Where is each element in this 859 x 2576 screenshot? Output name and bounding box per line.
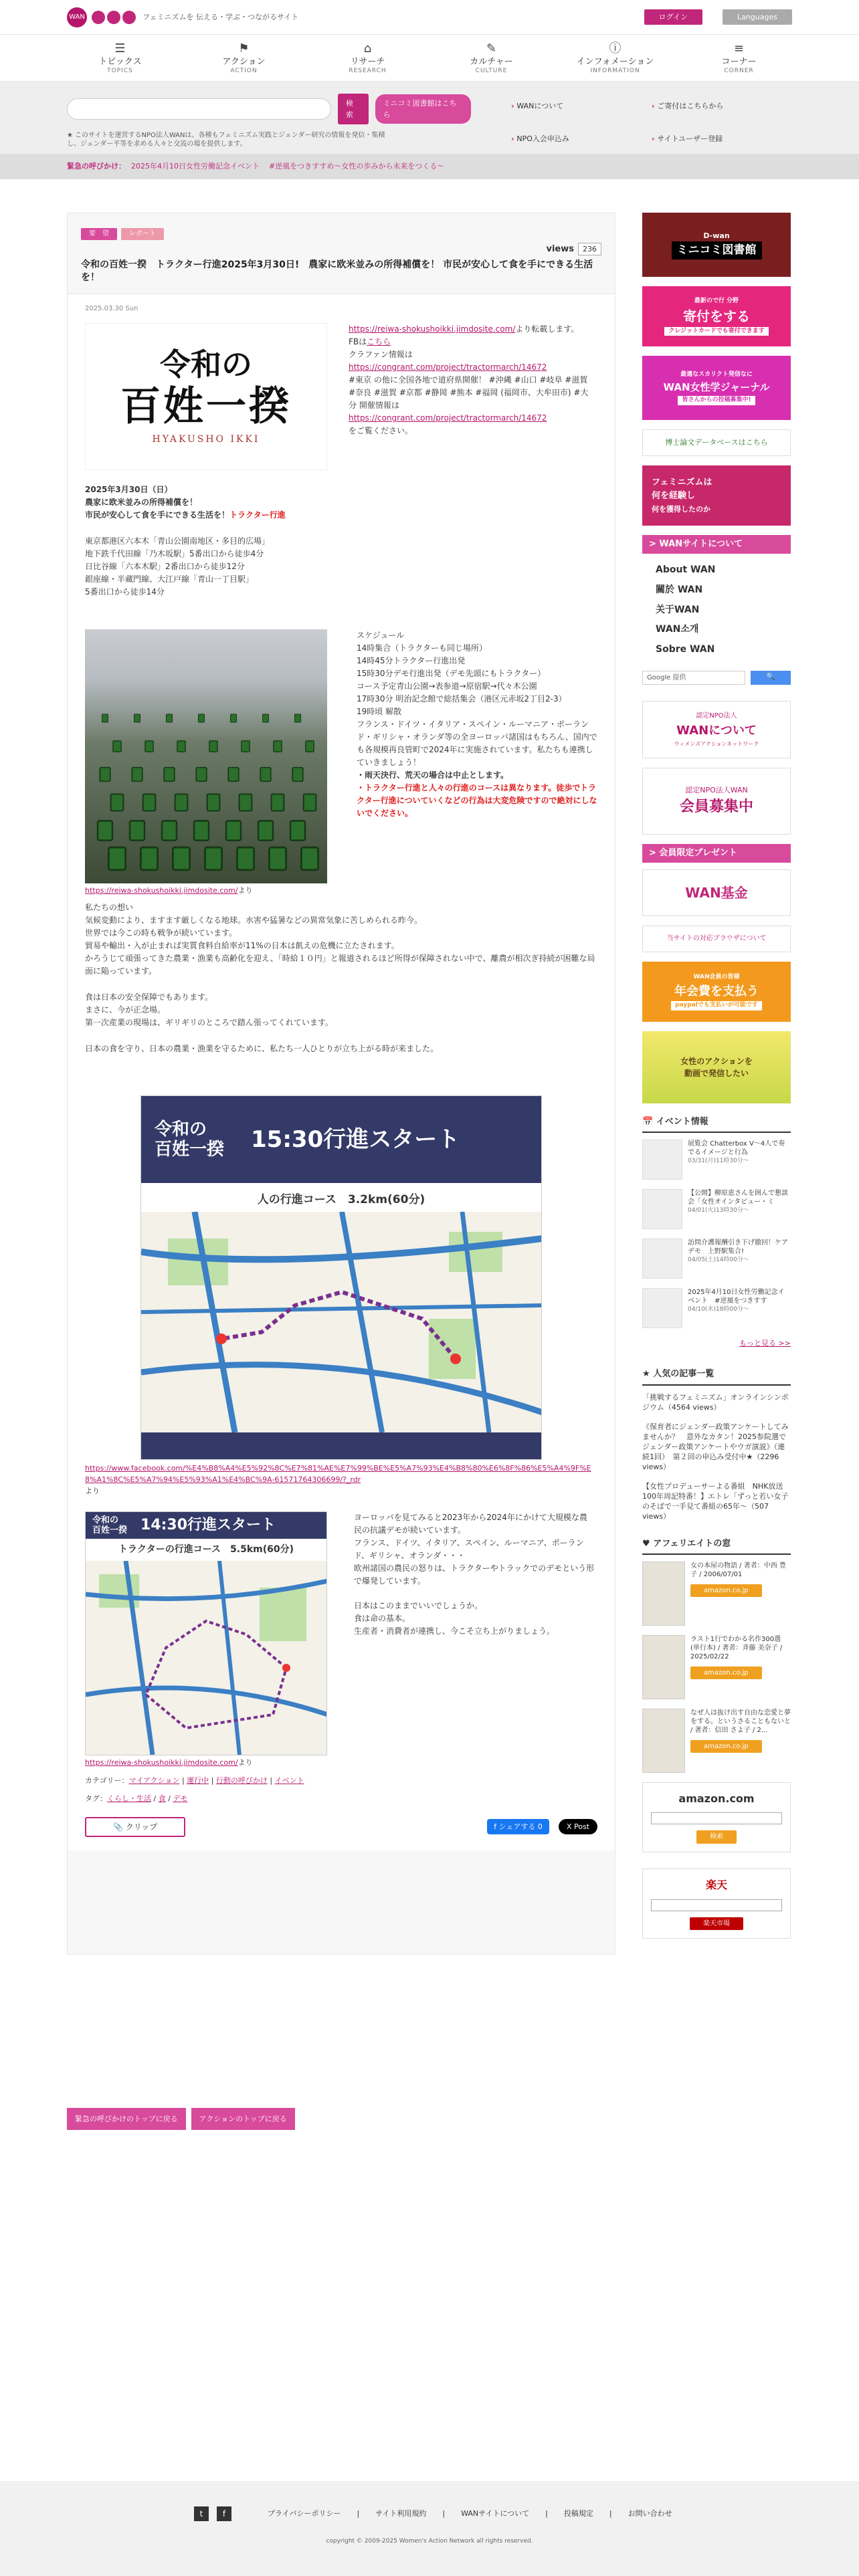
- thesis-db-banner[interactable]: 博士論文データベースはこちら: [642, 429, 791, 456]
- tractor-shape: [290, 820, 306, 841]
- tractor-shape: [258, 820, 274, 841]
- venue-line: 5番出口から徒歩14分: [85, 587, 165, 597]
- action-line-2: 動画で発信したい: [684, 1069, 749, 1079]
- footer-contact[interactable]: お問い合わせ: [628, 2509, 672, 2518]
- tractor-shape: [112, 740, 122, 752]
- category-label: カテゴリー：: [85, 1776, 129, 1786]
- event-title: 2025年4月10日女性労働記念イベント #逆風をつきすす: [688, 1289, 785, 1305]
- book-title: なぜ人は抜け出す自由な恋愛と夢をする。というさることもないと / 著者：信田 さよ子 / 2...: [690, 1709, 791, 1734]
- category-link[interactable]: イベント: [274, 1776, 304, 1786]
- category-link[interactable]: 行動の呼びかけ: [215, 1776, 268, 1786]
- event-item[interactable]: [642, 1239, 791, 1279]
- body-line: 気候変動により、ますます厳しくなる地球。水害や猛暑などの異常気象に苦しめられる昨今。: [85, 916, 423, 926]
- nav-research[interactable]: [306, 35, 430, 81]
- tractor-shape: [129, 820, 145, 841]
- npo-line-3: ウィメンズアクションネットワーク: [674, 740, 759, 747]
- article-date: 2025.03.30 Sun: [85, 304, 138, 312]
- wan-logo-icon: WAN: [67, 7, 87, 27]
- alert-bar: [0, 154, 859, 179]
- tractor-shape: [209, 740, 218, 752]
- nav-label: コーナー: [721, 57, 757, 67]
- facebook-source-link[interactable]: https://www.facebook.com/%E4%B8%A4%E5%92%8C%E7%81%AE%E7%99%BE%E5%A7%93%E4%B8%80%E6%8F%86%E5%A4%9F%E8%A1%8C%E5%A7%94%E5%93%A1%E4%BC%9A-61571764306699/?_rdr: [85, 1463, 591, 1484]
- logo-dot-icon: [122, 11, 136, 24]
- tractor-shape: [134, 714, 140, 723]
- photo-after: より: [237, 886, 253, 895]
- event-heading: [642, 1113, 791, 1133]
- amazon-search-input[interactable]: [651, 1812, 782, 1824]
- event-item[interactable]: [642, 1288, 791, 1328]
- tractor-shape: [108, 847, 126, 871]
- march-route-map: [141, 1212, 541, 1432]
- ranking-label: 人気の記事一覧: [653, 1369, 714, 1380]
- category-link[interactable]: 運行中: [187, 1776, 209, 1786]
- topics-icon: ☰: [114, 41, 126, 56]
- facebook-icon[interactable]: f: [217, 2506, 231, 2521]
- view-count: [81, 243, 601, 256]
- about-wan-es[interactable]: Sobre WAN: [656, 643, 715, 655]
- tractor-shape: [207, 794, 221, 812]
- schedule-line: フランス・ドイツ・イタリア・スペイン・ルーマニア・ポーランド・ギリシャ・オランダ等の全ヨーロッパ諸国はもちろん、国内でも各規模再良管町で2024年に実施されています。私たちも連携していきましょう！: [357, 720, 597, 768]
- site-tagline: フェミニズムを 伝える・学ぶ・つながるサイト: [142, 12, 299, 21]
- body-line: 第一次産業の現場は、ギリギリのところで踏ん張ってくれています。: [85, 1018, 333, 1028]
- nav-information[interactable]: [553, 35, 677, 81]
- tractor-shape: [236, 847, 255, 871]
- event-date: 04/05(土)14時00分〜: [688, 1257, 749, 1264]
- clip-icon: 📎: [113, 1822, 126, 1832]
- event-date: 04/01(火)13時30分〜: [688, 1207, 749, 1214]
- link-about-wan[interactable]: › WANについて: [511, 100, 652, 121]
- tractor-shape: [273, 740, 282, 752]
- source-link[interactable]: https://reiwa-shokushoikki.jimdosite.com/: [349, 324, 516, 334]
- amazon-logo: amazon.com: [678, 1792, 755, 1805]
- link-user-register[interactable]: › サイトユーザー登録: [652, 133, 792, 154]
- paypal-top: WAN会員の皆様: [693, 974, 740, 981]
- affiliate-label: アフェリエイトの窓: [653, 1538, 731, 1549]
- nav-sub: TOPICS: [107, 68, 133, 74]
- nav-label: カルチャー: [470, 57, 513, 67]
- europe-line: 欧州諸国の農民の怒りは、トラクターやトラックでのデモという形で爆発しています。: [354, 1563, 595, 1586]
- tag-link[interactable]: 食: [158, 1794, 166, 1804]
- nav-label: トピックス: [98, 57, 142, 67]
- twitter-icon[interactable]: t: [194, 2506, 209, 2521]
- nav-label: アクション: [222, 57, 266, 67]
- tag-link[interactable]: デモ: [173, 1794, 188, 1804]
- photo-source-link[interactable]: https://reiwa-shokushoikki.jimdosite.com/: [85, 886, 238, 895]
- tractor-shape: [305, 740, 314, 752]
- tractor-shape: [195, 767, 207, 782]
- article-title: 令和の百姓一揆 トラクター行進2025年3月30日! 農家に欧米並みの所得補償を！ 市民が安心して食を手にできる生活を！: [81, 259, 593, 283]
- tractor-shape: [99, 767, 110, 782]
- tractor-shape: [262, 714, 269, 723]
- journal-top: 最適なスカリクト発信なに: [680, 371, 753, 379]
- schedule-line: 17時30分 明治記念館で総括集会（港区元赤坂2丁目2-3）: [357, 694, 567, 704]
- article-container: 要 望 レポート views 236 令和の百姓一揆 トラクター行進2025年3月30日! 農家に欧米並みの所得補償を！ 市民が安心して食を手にできる生活を！ 2025.03.30 Sun 令和の 百姓一揆 HYAKUSHO IKKI https://reiwa-shokushoikki.jimdosite.com/より転載します。 FBはこちら クラファン情報は https://congrant.com/project/tractormarch/14672 #東京 の他に全国各地で道府県開催！ #沖縄 #山口 #岐阜 #滋賀 #奈良 #滋賀 #京都 #静岡 #熊本 #福岡 (福岡市、大牟田市) #大分 開催情報は https://congrant.com/project/tractormarch/14672 をご覧ください。 2025年3月30日（日） 農家に欧米並みの所得補償を！ 市民が安心して食を手にできる生活を！トラクター行進 東京都港区六本木「青山公園南地区・多目的広場」 地下鉄千代田線「乃木坂駅」5番出口から徒歩4分 日比谷線「六本木駅」2番出口から徒歩12分 銀座線・半蔵門線、大江戸線「青山一丁目駅」 5番出口から徒歩14分 https://reiwa-shokushoikki.jimdosite.com/より スケジュール 14時集合（トラクターも同じ場所） 14時45分トラクター行進出発 15時30分デモ行進出発（デモ先頭にもトラクター） コース予定青山公園→表参道→原宿駅→代々木公園 17時30分 明治記念館で総括集会（港区元赤坂2丁目2-3） 19時頃 解散 フランス・ドイツ・イタリア・スペイン・ルーマニア・ポーランド・ギリシャ・オランダ等の全ヨーロッパ諸国はもちろん、国内でも各規模再良管町で2024年に実施されています。私たちも連携していきましょう！ ・雨天決行、荒天の場合は中止とします。 ・トラクター行進と人々の行進のコースは異なります。徒歩でトラクター行進についていくなどの行為は大変危険ですので絶対にしないでください。 私たちの想い 気候変動により、ますます厳しくなる地球。水害や猛暑などの異常気象に苦しめられる昨今。 世界では今この時も戦争が続いています。 貿易や輸出・入が止まれば実質食料自給率が11%の日本は飢えの危機に立たされます。 かろうじて頑張ってきた農業・漁業も高齢化を迎え、「時給１０円」と報道されるほど所得が保障されない中で、離農が相次ぎ持続が困難な局面に陥っています。 食は日本の安全保障でもあります。 まさに、今が正念場。 第一次産業の現場は、ギリギリのところで踏ん張ってくれています。 日本の食を守り、日本の農業・漁業を守るために、私たち一人ひとりが立ち上がる時が来ました。 令和の 百姓一揆 15:30行進スタート 人の行進コース 3.2km(60分) https://www.facebook.com/%E4%B8%A4%E5%92%8C%E7%81%AE%E7%99%BE%E5%A7%93%E4%B8%80%E6%8F%86%E5%A4%9F%E8%A1%8C%E5%A7%94%E5%93%A1%E4%BC%9A-61571764306699/?_rdr より 令和の 百姓一揆 14:30行進スタート トラクターの行進コース 5.5km(60分) https://reiwa-shokushoikki.jimdosite.com/より ヨーロッパを見てみると2023年から2024年にかけて大規模な農民の抗議デモが続いています。 フランス、ドイツ、イタリア、スペイン、ルーマニア、ポーランド、ギリシャ、オランダ・・・ 欧州諸国の農民の怒りは、トラクターやトラックでのデモという形で爆発しています。 日本はこのままでいいでしょうか。 食は命の基本。 生産者・消費者が連携し、今こそ立ち上がりましょう。 カテゴリー：マイアクション | 運行中 | 行動の呼びかけ | イベント タグ：くらし・生活 / 食 / デモ 📎 クリップ f シェアする 0 X Post: [67, 213, 615, 1955]
- member-present-heading[interactable]: > 会員限定プレゼント: [642, 844, 791, 863]
- rakuten-search-box: [642, 1868, 791, 1939]
- event-title: 訪問介護報酬引き下げ撤回！ケアデモ 上野駅集合!: [688, 1239, 788, 1256]
- event-date: 2025年3月30日（日）: [85, 485, 173, 495]
- small-source-link[interactable]: https://reiwa-shokushoikki.jimdosite.com/: [85, 1758, 238, 1767]
- minicomi-button[interactable]: ミニコミ図書館はこちら: [375, 94, 471, 124]
- tractor-shape: [204, 847, 223, 871]
- tractor-shape: [97, 820, 113, 841]
- europe-line: フランス、ドイツ、イタリア、スペイン、ルーマニア、ポーランド、ギリシャ、オランダ・・・: [354, 1537, 584, 1560]
- journal-sub: 皆さんからの投稿募集中!: [678, 396, 755, 405]
- ranking-item[interactable]: 【女性プロデューサーよる番組 NHK放送100年周記特番！】エトレ「ずっと若い女子のそばで一手見て番組の65年〜（507 views）: [642, 1481, 789, 1521]
- small-logo-1: 令和の: [92, 1515, 119, 1525]
- ranking-heading: [642, 1365, 791, 1385]
- fb-label: FBは: [349, 337, 367, 347]
- tractor-shape: [175, 794, 189, 812]
- tractor-shape: [271, 794, 285, 812]
- europe-line: 日本はこのままでいいでしょうか。: [354, 1600, 483, 1610]
- tractor-shape: [260, 767, 271, 782]
- tractor-shape: [110, 794, 124, 812]
- event-thumbnail: [642, 1239, 682, 1279]
- action-video-banner[interactable]: [642, 1031, 791, 1103]
- tractor-shape: [142, 794, 157, 812]
- nav-topics[interactable]: [58, 35, 182, 81]
- tractor-shape: [177, 740, 186, 752]
- rakuten-logo: 楽天: [705, 1878, 727, 1891]
- slogan-1: 農家に欧米並みの所得補償を！: [85, 498, 198, 508]
- event-date: 03/31(月)11時30分〜: [688, 1158, 749, 1165]
- dwan-label: D-wan: [703, 231, 730, 241]
- wan-fund-banner[interactable]: WAN基金: [642, 869, 791, 916]
- corner-icon: ≡: [733, 41, 745, 56]
- venue-line: 地下鉄千代田線「乃木坂駅」5番出口から徒歩4分: [85, 549, 264, 559]
- logo-roman: HYAKUSHO IKKI: [152, 434, 260, 445]
- donate-label: 寄付をする: [683, 308, 750, 324]
- fem-line-3: 何を獲得したのか: [652, 504, 710, 514]
- search-button[interactable]: 検索: [338, 94, 369, 124]
- cf-text: #東京 の他に全国各地で道府県開催！ #沖縄 #山口 #岐阜 #滋賀 #奈良 #滋賀 #京都 #静岡 #熊本 #福岡 (福岡市、大牟田市) #大分 開催情報は: [349, 375, 589, 411]
- tag-report[interactable]: レポート: [121, 228, 164, 240]
- search-band: [0, 82, 859, 154]
- main-nav: [0, 35, 859, 82]
- banner-logo-2: 百姓一揆: [155, 1140, 225, 1160]
- alert-link[interactable]: #逆風をつきすすめ〜女性の歩みから未来をつくる〜: [269, 162, 445, 171]
- banner-logo: [155, 1119, 224, 1160]
- nav-sub: INFORMATION: [590, 68, 640, 74]
- ranking-item[interactable]: 《保育者にジェンダー政策アンケートしてみませんか？ 意外なカタン！2025参院選でジェンダー政策アンケートやウガ演説》（連続1回） 第２回の申込み受付中★（2296 views）: [642, 1422, 789, 1471]
- search-input[interactable]: [67, 98, 331, 120]
- clip-button[interactable]: [85, 1817, 185, 1838]
- fem-line-1: フェミニズムは: [652, 477, 712, 488]
- npo-line-2: WANについて: [676, 723, 757, 738]
- event-title: 展覧会 Chatterbox V〜4人で奏でるイメージと行為: [688, 1140, 785, 1157]
- amazon-search-box: [642, 1782, 791, 1852]
- about-wan-zh-cn[interactable]: 关于WAN: [656, 604, 700, 615]
- banner-logo-1: 令和の: [155, 1119, 207, 1140]
- schedule-line: 14時45分トラクター行進出発: [357, 656, 466, 666]
- europe-line: 食は命の基本。: [354, 1613, 411, 1623]
- nav-label: リサーチ: [350, 57, 385, 67]
- rain-note: ・雨天決行、荒天の場合は中止とします。: [357, 770, 509, 780]
- book-cover: [642, 1635, 685, 1699]
- book-item[interactable]: [642, 1562, 791, 1626]
- top-bar: [0, 0, 859, 35]
- paypal-sub: paypalでも支払いが可能です: [671, 1001, 762, 1010]
- views-label: views: [546, 243, 574, 254]
- body-line: かろうじて頑張ってきた農業・漁業も高齢化を迎え、「時給１０円」と報道されるほど所得が保障されない中で、離農が相次ぎ持続が困難な局面に陥っています。: [85, 954, 595, 976]
- alert-head: 緊急の呼びかけ：: [67, 162, 126, 171]
- journal-banner[interactable]: [642, 356, 791, 420]
- schedule-line: スケジュール: [357, 631, 405, 641]
- safety-warning: ・トラクター行進と人々の行進のコースは異なります。徒歩でトラクター行進についていくなどの行為は大変危険ですので絶対にしないでください。: [357, 783, 597, 819]
- tractor-shape: [131, 767, 142, 782]
- slogan-2: 市民が安心して食を手にできる生活を！: [85, 510, 230, 520]
- nav-action[interactable]: [182, 35, 306, 81]
- nav-culture[interactable]: [430, 35, 553, 81]
- body-line: 日本の食を守り、日本の農業・漁業を守るために、私たち一人ひとりが立ち上がる時が来ました。: [85, 1044, 439, 1054]
- about-wan-zh-tw[interactable]: 關於 WAN: [656, 584, 703, 595]
- affiliate-heading: [642, 1535, 791, 1555]
- tractor-route-map: [86, 1561, 326, 1755]
- member-line-2: 会員募集中: [679, 798, 753, 815]
- amazon-button[interactable]: amazon.co.jp: [690, 1740, 762, 1753]
- small-banner-course: トラクターの行進コース 5.5km(60分): [118, 1543, 294, 1555]
- logo-dot-icon: [92, 11, 105, 24]
- book-cover: [642, 1562, 685, 1626]
- rakuten-search-input[interactable]: [651, 1899, 782, 1911]
- tractor-shape: [268, 847, 287, 871]
- source-after: より転載します。: [515, 324, 579, 334]
- fb-link[interactable]: こちら: [367, 337, 391, 347]
- europe-line: 生産者・消費者が連携し、今こそ立ち上がりましょう。: [354, 1626, 555, 1636]
- footer: t f プライバシーポリシー | サイト利用規約 | WANサイトについて | 投稿規定 | お問い合わせ copyright © 2009-2025 Women's Action Network all rights reserved.: [0, 2481, 859, 2576]
- tractor-shape: [241, 740, 250, 752]
- schedule-line: コース予定青山公園→表参道→原宿駅→代々木公園: [357, 681, 537, 691]
- small-after: より: [237, 1758, 253, 1767]
- sidebar: [642, 213, 791, 1955]
- back-to-alert-button[interactable]: 緊急の呼びかけのトップに戻る: [67, 2108, 186, 2130]
- minicomi-label: ミニコミ図書館: [672, 241, 762, 259]
- tractor-shape: [230, 714, 237, 723]
- site-description: ★ このサイトを運営するNPO法人WANは、各種もフェミニズム実践とジェンダー研究の情報を発信・集積し、ジェンダー平等を求める人々と交流の場を提供します。: [67, 132, 385, 148]
- google-search-icon[interactable]: 🔍: [751, 671, 791, 685]
- event-thumbnail: [642, 1189, 682, 1229]
- tractor-shape: [102, 714, 108, 723]
- donate-banner[interactable]: [642, 286, 791, 346]
- venue-line: 銀座線・半蔵門線、大江戸線「青山一丁目駅」: [85, 574, 254, 584]
- small-banner-time: 14:30行進スタート: [140, 1516, 276, 1533]
- book-item[interactable]: [642, 1635, 791, 1699]
- event-heading-label: イベント情報: [656, 1117, 708, 1128]
- book-title: 女の本屋の物語 / 著者：中西 豊子 / 2006/07/01: [690, 1562, 786, 1578]
- footer-guidelines[interactable]: 投稿規定: [563, 2509, 593, 2518]
- small-banner-logo: [92, 1515, 127, 1535]
- donate-sub: クレジットカードでも寄付できます: [664, 327, 769, 336]
- body-line: 私たちの想い: [85, 903, 134, 913]
- tractor-course-banner: [85, 1511, 327, 1756]
- book-title: ラスト1行でわかる名作300選 (単行本) / 著者：斉藤 美奈子 / 2025/02/22: [690, 1635, 783, 1660]
- category-link[interactable]: マイアクション: [128, 1776, 180, 1786]
- about-wan-ko[interactable]: WAN소개: [656, 624, 699, 635]
- event-date: 04/10(木)18時00分〜: [688, 1306, 749, 1313]
- ranking-item[interactable]: 「挑戦するフェミニズム」オンラインシンポジウム（4564 views）: [642, 1392, 789, 1412]
- minicomi-library-banner[interactable]: [642, 213, 791, 277]
- tractor-shape: [193, 820, 209, 841]
- nav-sub: ACTION: [230, 68, 258, 74]
- login-button[interactable]: ログイン: [644, 9, 702, 25]
- body-line: 食は日本の安全保障でもあります。: [85, 992, 213, 1002]
- body-line: まさに、今が正念場。: [85, 1005, 166, 1015]
- heart-icon: ♥: [642, 1538, 654, 1549]
- nav-sub: CULTURE: [475, 68, 508, 74]
- crowdfunding-link[interactable]: https://congrant.com/project/tractormarch/14672: [349, 362, 547, 372]
- tractor-demo: トラクター行進: [229, 510, 286, 520]
- fem-line-2: 何を経験し: [652, 491, 696, 502]
- venue-line: 日比谷線「六本木駅」2番出口から徒歩12分: [85, 562, 245, 572]
- schedule-line: 14時集合（トラクターも同じ場所）: [357, 643, 488, 653]
- amazon-button[interactable]: amazon.co.jp: [690, 1667, 762, 1680]
- rakuten-search-button[interactable]: 楽天市場: [690, 1917, 743, 1931]
- x-post-button[interactable]: X Post: [559, 1819, 597, 1834]
- book-cover: [642, 1709, 685, 1773]
- small-logo-2: 百姓一揆: [92, 1525, 128, 1535]
- about-wan-en[interactable]: About WAN: [656, 564, 716, 576]
- journal-label: WAN女性学ジャーナル: [663, 381, 770, 394]
- logo-line1: 令和の: [160, 346, 252, 383]
- hyakusho-ikki-logo: [85, 323, 327, 470]
- footer-terms[interactable]: サイト利用規約: [375, 2509, 427, 2518]
- banner-course: 人の行進コース 3.2km(60分): [257, 1193, 425, 1207]
- tractor-shape: [172, 847, 191, 871]
- nav-sub: RESEARCH: [349, 68, 387, 74]
- body-line: 世界では今この時も戦争が続いています。: [85, 928, 237, 938]
- tractor-shape: [227, 767, 239, 782]
- tractor-shape: [140, 847, 159, 871]
- amazon-button[interactable]: amazon.co.jp: [690, 1584, 762, 1598]
- nav-corner[interactable]: [677, 35, 801, 81]
- more-events-link[interactable]: もっと見る >>: [739, 1339, 791, 1348]
- body-line: 貿易や輸出・入が止まれば実質食料自給率が11%の日本は飢えの危機に立たされます。: [85, 941, 399, 951]
- site-logo[interactable]: [67, 7, 136, 27]
- march-course-banner: [140, 1095, 542, 1459]
- banner-time: 15:30行進スタート: [251, 1125, 460, 1153]
- tractor-shape: [292, 767, 303, 782]
- facebook-share-button[interactable]: f シェアする 0: [487, 1819, 549, 1834]
- info-icon: ⓘ: [609, 41, 622, 56]
- schedule-line: 19時頃 解散: [357, 707, 402, 717]
- action-line-1: 女性のアクションを: [680, 1056, 753, 1066]
- logo-dot-icon: [107, 11, 120, 24]
- tractor-shape: [163, 767, 175, 782]
- alert-link[interactable]: 2025年4月10日女性労働記念イベント: [131, 162, 260, 171]
- tag-link[interactable]: くらし・生活: [107, 1794, 151, 1804]
- calendar-icon: 📅: [642, 1117, 656, 1128]
- tractor-shape: [225, 820, 242, 841]
- tractor-shape: [161, 820, 177, 841]
- cf-end: をご覧ください。: [349, 426, 413, 436]
- tractor-shape: [303, 794, 317, 812]
- logo-line2: 百姓一揆: [120, 383, 292, 431]
- tractor-shape: [239, 794, 253, 812]
- paypal-label: 年会費を支払う: [674, 984, 759, 999]
- event-item[interactable]: [642, 1140, 791, 1180]
- feminism-banner[interactable]: [642, 465, 791, 526]
- views-number: 236: [578, 243, 601, 255]
- link-donate[interactable]: › ご寄付はこちらから: [652, 100, 792, 121]
- culture-icon: ✎: [486, 41, 497, 56]
- tractor-shape: [145, 740, 154, 752]
- amazon-search-button[interactable]: 検索: [696, 1830, 737, 1844]
- copyright: copyright © 2009-2025 Women's Action Network all rights reserved.: [326, 2538, 533, 2545]
- schedule-line: 15時30分デモ行進出発（デモ先頭にもトラクター）: [357, 669, 546, 679]
- clip-label: クリップ: [125, 1822, 158, 1832]
- europe-line: ヨーロッパを見てみると2023年から2024年にかけて大規模な農民の抗議デモが続いています。: [354, 1512, 587, 1535]
- tag-label: タグ：: [85, 1794, 107, 1804]
- back-to-action-button[interactable]: アクションのトップに戻る: [191, 2108, 295, 2130]
- cf-label: クラファン情報は: [349, 350, 413, 360]
- tractor-shape: [300, 847, 319, 871]
- tractor-shape: [198, 714, 205, 723]
- footer-privacy[interactable]: プライバシーポリシー: [268, 2509, 341, 2518]
- event-thumbnail: [642, 1140, 682, 1180]
- event-title: 【公開】柳原恵さんを囲んで懇談会「女性オインタビュー・ミ: [688, 1190, 788, 1206]
- npo-about-banner[interactable]: [642, 701, 791, 758]
- languages-button[interactable]: Languages: [723, 9, 792, 25]
- google-search-input[interactable]: Google 提供: [642, 671, 745, 685]
- event-thumbnail: [642, 1288, 682, 1328]
- research-icon: ⌂: [363, 41, 372, 56]
- nav-label: インフォメーション: [576, 57, 654, 67]
- wan-about-heading: > WANサイトについて: [642, 535, 791, 554]
- browser-info-banner[interactable]: 当サイトの対応ブラウザについて: [642, 926, 791, 952]
- nav-sub: CORNER: [724, 68, 754, 74]
- tractor-photo: [85, 629, 327, 883]
- event-item[interactable]: [642, 1189, 791, 1229]
- action-icon: ⚑: [238, 41, 250, 56]
- npo-line-1: 認定NPO法人: [696, 712, 737, 720]
- member-recruit-banner[interactable]: [642, 768, 791, 835]
- donate-top: 最新ので行 分野: [694, 297, 739, 304]
- tag-request[interactable]: 要 望: [81, 228, 117, 240]
- star-icon: ★: [642, 1369, 654, 1380]
- tractor-shape: [294, 714, 301, 723]
- venue-line: 東京都港区六本木「青山公園南地区・多目的広場」: [85, 536, 270, 546]
- fb-after: より: [85, 1486, 100, 1495]
- tractor-shape: [166, 714, 173, 723]
- crowdfunding-link-2[interactable]: https://congrant.com/project/tractormarch/14672: [349, 413, 547, 423]
- book-item[interactable]: [642, 1709, 791, 1773]
- paypal-banner[interactable]: [642, 962, 791, 1022]
- member-line-1: 認定NPO法人WAN: [685, 785, 748, 794]
- link-npo-join[interactable]: › NPO入会申込み: [511, 133, 652, 154]
- footer-about[interactable]: WANサイトについて: [461, 2509, 530, 2518]
